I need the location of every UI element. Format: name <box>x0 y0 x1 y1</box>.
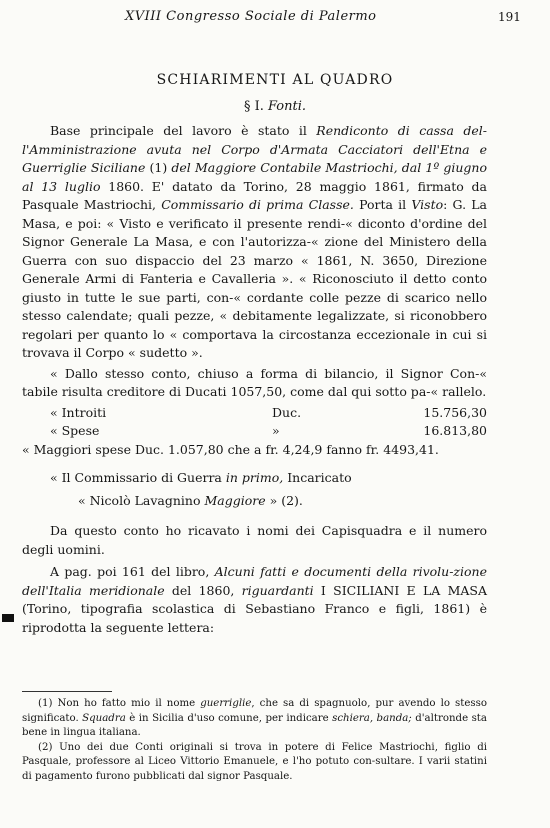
footnote-2: (2) Uno dei due Conti originali si trova in potere di Felice Mastriochi, figlio di Pasquale, professore al Liceo Vittorio Emanuele, e l'ho potuto con-sultare. I varii statini di pagamento furono pubblicati dal signor Pasquale. <box>22 741 487 782</box>
ledger-row: « Introiti Duc. 15.756,30 <box>50 404 487 420</box>
signature-line-2: « Nicolò Lavagnino Maggiore » (2). <box>78 492 303 508</box>
signature-line-1: « Il Commissario di Guerra in primo, Incaricato <box>50 470 352 485</box>
paragraph-sources: Base principale del lavoro è stato il Rendiconto di cassa del-l'Amministrazione avuta nel Corpo d'Armata Cacciatori dell'Etna e Guerriglie Siciliane (1) del Maggiore Contabile Mastriochi, dal 1º giugno al 13 luglio 1860. E' datato da Torino, 28 maggio 1861, firmato da Pasquale Mastriochi, Commissario di prima Classe. Porta il Visto: G. La Masa, e poi: « Visto e verificato il presente rendi-« diconto d'ordine del Signor Generale La Masa, e con l'autorizza-« zione del Ministero della Guerra con suo dispaccio del 23 marzo « 1861, N. 3650, Direzione Generale Armi di Fanteria e Cavalleria ». « Riconosciuto il detto conto giusto in tutte le sue parti, con-« cordante colle pezze di scarico nello stesso calendate; quali pezze, « debitamente legalizzate, si riconobbero regolari per quanto lo « comportava la circostanza eccezionale in cui si trovava il Corpo « sudetto ». <box>22 123 488 360</box>
paragraph-balance: « Dallo stesso conto, chiuso a forma di bilancio, il Signor Con-« tabile risulta creditore di Ducati 1057,50, come dal qui sotto pa-« rallelo. <box>22 365 487 399</box>
page-number: 191 <box>498 10 521 24</box>
subsection-number: § I. <box>243 99 264 114</box>
footnotes <box>22 697 487 784</box>
paragraph-names: Da questo conto ho ricavato i nomi dei Capisquadra e il numero degli uomini. <box>22 523 487 557</box>
margin-mark <box>2 614 14 622</box>
running-title: XVIII Congresso Sociale di Palermo <box>125 9 377 24</box>
ledger-row: « Spese » 16.813,80 <box>50 423 487 438</box>
section-title: SCHIARIMENTI AL QUADRO <box>156 72 394 88</box>
footnote-1: (1) Non ho fatto mio il nome guerriglie, che sa di spagnuolo, pur avendo lo stesso significato. Squadra è in Sicilia d'uso comune, per indicare schiera, banda; d'altronde sta bene in lingua italiana. <box>22 698 487 738</box>
main-text <box>22 122 487 637</box>
paragraph-letter-intro: A pag. poi 161 del libro, Alcuni fatti e documenti della rivolu-zione dell'Italia meridionale del 1860, riguardanti I SICILIANI E LA MASA (Torino, tipografia scolastica di Sebastiano Franco e figli, 1861) è riprodotta la seguente lettera: <box>22 564 487 635</box>
subsection-heading <box>0 99 550 114</box>
ledger-total: « Maggiori spese Duc. 1.057,80 che a fr. 4,24,9 fanno fr. 4493,41. <box>22 441 439 457</box>
footnote-rule <box>22 691 112 692</box>
subsection-name: Fonti. <box>268 99 307 114</box>
ledger <box>22 404 487 441</box>
